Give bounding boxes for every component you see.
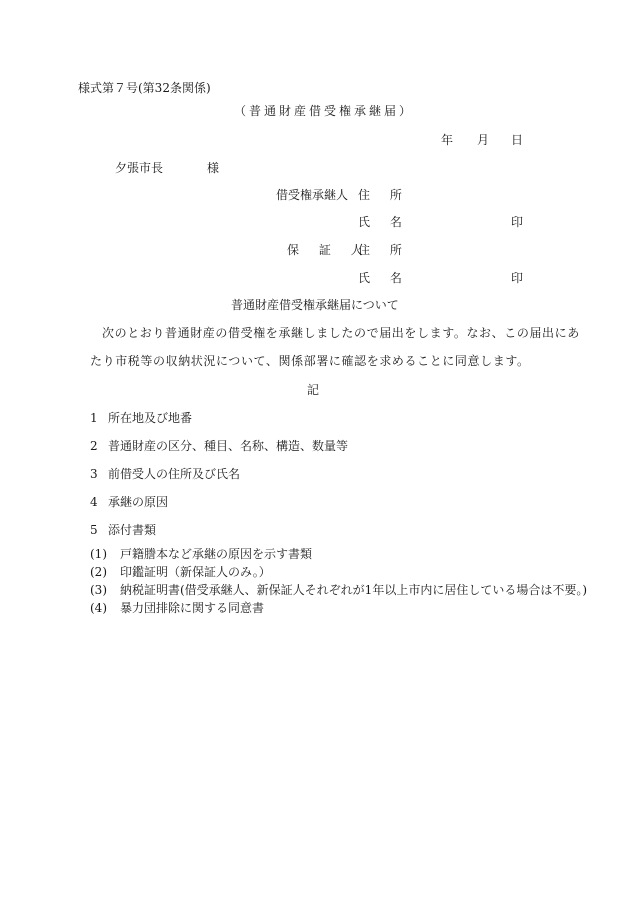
form-number: 様式第７号(第32条関係) [78, 81, 211, 95]
document-title: （普通財産借受権承継届） [234, 104, 415, 118]
successor-address-label: 住 所 [358, 188, 410, 202]
addressee-name: 夕張市長 [115, 161, 164, 175]
item-number: 4 [90, 495, 98, 509]
date-year: 年 [441, 133, 454, 147]
item-text: 普通財産の区分、種目、名称、構造、数量等 [108, 439, 349, 453]
attachment-text: 暴力団排除に関する同意書 [120, 601, 265, 615]
guarantor-address-label: 住 所 [358, 243, 410, 257]
successor-label: 借受権承継人 [276, 188, 349, 202]
item-text: 前借受人の住所及び氏名 [108, 467, 241, 481]
guarantor-name-label: 氏 名 [358, 271, 410, 285]
attachment-number: (4) [90, 601, 107, 615]
attachment-number: (3) [90, 583, 107, 597]
item-text: 添付書類 [108, 523, 157, 537]
successor-name-label: 氏 名 [358, 215, 410, 229]
guarantor-seal: 印 [511, 271, 524, 285]
guarantor-label: 保 証 人 [287, 243, 371, 257]
body-line-2: たり市税等の収納状況について、関係部署に確認を求めることに同意します。 [90, 354, 530, 368]
item-number: 3 [90, 467, 98, 481]
addressee-honorific: 様 [207, 161, 220, 175]
attachment-text: 納税証明書(借受承継人、新保証人それぞれが1年以上市内に居住している場合は不要。) [120, 583, 588, 597]
attachment-text: 戸籍謄本など承継の原因を示す書類 [120, 547, 313, 561]
attachment-number: (2) [90, 565, 107, 579]
item-number: 1 [90, 411, 98, 425]
ki-heading: 記 [307, 383, 320, 397]
date-day: 日 [511, 133, 524, 147]
item-number: 5 [90, 523, 98, 537]
item-number: 2 [90, 439, 98, 453]
subject: 普通財産借受権承継届について [231, 298, 399, 312]
body-line-1: 次のとおり普通財産の借受権を承継しましたので届出をします。なお、この届出にあ [102, 326, 580, 340]
attachment-text: 印鑑証明（新保証人のみ。） [120, 565, 271, 579]
item-text: 所在地及び地番 [108, 411, 193, 425]
date-month: 月 [477, 133, 490, 147]
item-text: 承継の原因 [108, 495, 169, 509]
successor-seal: 印 [511, 215, 524, 229]
attachment-number: (1) [90, 547, 107, 561]
